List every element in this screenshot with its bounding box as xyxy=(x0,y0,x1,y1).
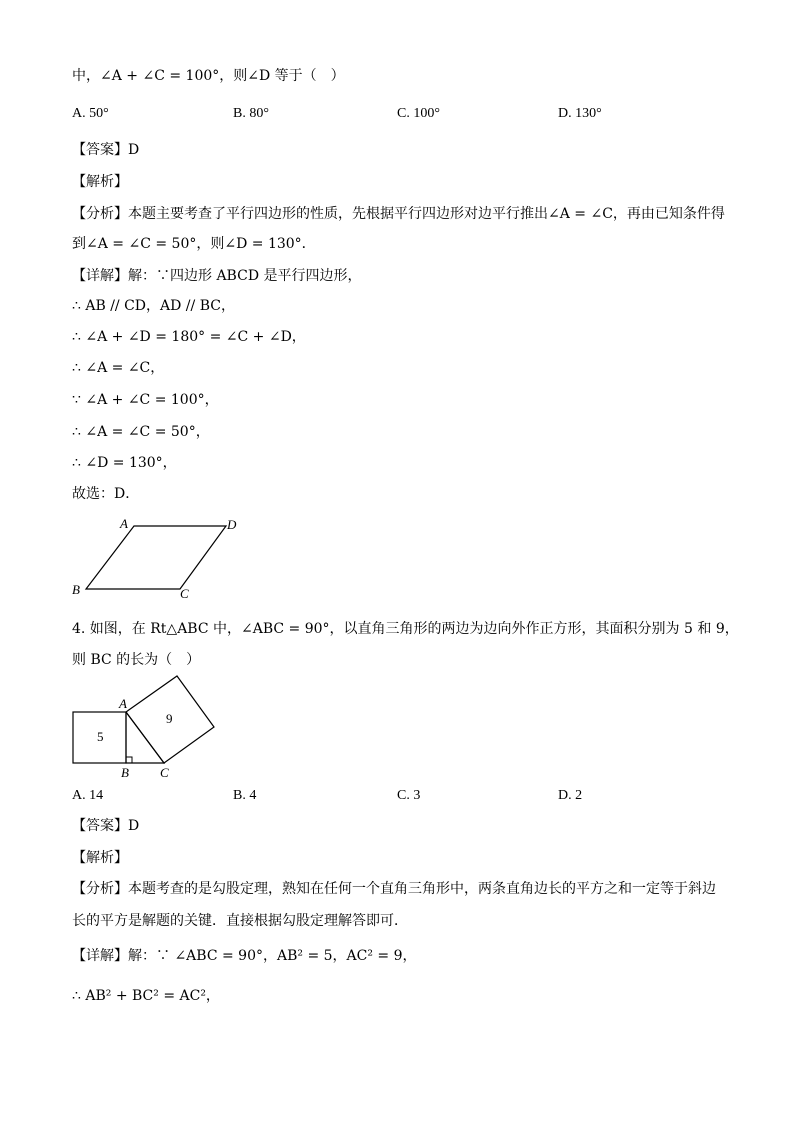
q3-option-b: B. 80° xyxy=(233,106,269,121)
q4-stem-line2: 则 BC 的长为（ ） xyxy=(72,652,201,668)
q4-stem-line1: 4. 如图，在 Rt△ABC 中，∠ABC = 90°，以直角三角形的两边为边向外作正方形，其面积分别为 5 和 9， xyxy=(72,621,739,637)
small-square-area: 5 xyxy=(97,729,104,744)
q4-option-d: D. 2 xyxy=(558,788,583,803)
label-a: A xyxy=(119,696,127,711)
large-square-area: 9 xyxy=(166,711,173,726)
pythagoras-squares-figure xyxy=(70,694,230,784)
q3-step-2: ∴ ∠A + ∠D = 180° = ∠C + ∠D， xyxy=(72,329,306,345)
q3-option-a: A. 50° xyxy=(72,106,109,121)
q4-step-1: ∴ AB² + BC² = AC²， xyxy=(72,988,220,1004)
q3-conclusion: 故选：D． xyxy=(72,486,140,502)
right-angle-mark xyxy=(126,757,132,763)
q3-detail-heading: 【详解】解：∵四边形 ABCD 是平行四边形， xyxy=(72,268,362,284)
q3-stem-tail: 中，∠A + ∠C = 100°，则∠D 等于（ ） xyxy=(72,68,345,84)
q3-step-1: ∴ AB // CD，AD // BC， xyxy=(72,298,235,314)
q4-option-c: C. 3 xyxy=(397,788,421,803)
label-b: B xyxy=(121,765,129,780)
q3-answer: 【答案】D xyxy=(72,142,140,158)
q3-jiexi-heading: 【解析】 xyxy=(72,174,128,190)
label-d: D xyxy=(227,517,237,532)
q4-detail-heading: 【详解】解：∵ ∠ABC = 90°，AB² = 5，AC² = 9， xyxy=(72,948,417,964)
q3-option-c: C. 100° xyxy=(397,106,440,121)
label-a: A xyxy=(120,516,128,531)
q3-step-4: ∵ ∠A + ∠C = 100°， xyxy=(72,392,219,408)
q4-option-a: A. 14 xyxy=(72,788,104,803)
label-b: B xyxy=(72,582,80,597)
q4-jiexi-heading: 【解析】 xyxy=(72,850,128,866)
parallelogram-abcd xyxy=(86,526,226,589)
parallelogram-figure xyxy=(70,514,250,601)
q4-analysis-line1: 【分析】本题考查的是勾股定理，熟知在任何一个直角三角形中，两条直角边长的平方之和一定等于斜边 xyxy=(72,881,716,897)
q3-step-5: ∴ ∠A = ∠C = 50°， xyxy=(72,424,210,440)
q3-step-6: ∴ ∠D = 130°， xyxy=(72,455,177,471)
q4-answer: 【答案】D xyxy=(72,818,140,834)
q4-analysis-line2: 长的平方是解题的关键．直接根据勾股定理解答即可． xyxy=(72,913,408,929)
label-c: C xyxy=(160,765,169,780)
q3-option-d: D. 130° xyxy=(558,106,602,121)
q3-analysis-line1: 【分析】本题主要考查了平行四边形的性质，先根据平行四边形对边平行推出∠A = ∠C，再由已知条件得 xyxy=(72,206,725,222)
q4-option-b: B. 4 xyxy=(233,788,257,803)
label-c: C xyxy=(180,586,189,601)
q3-step-3: ∴ ∠A = ∠C， xyxy=(72,360,165,376)
q3-analysis-line2: 到∠A = ∠C = 50°，则∠D = 130°． xyxy=(72,236,316,252)
